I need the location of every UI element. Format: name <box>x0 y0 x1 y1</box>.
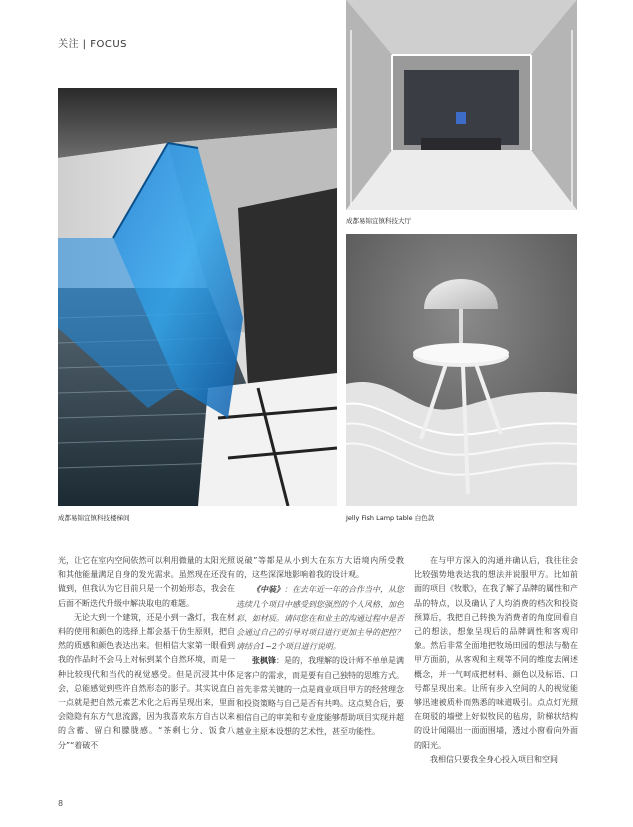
paragraph: 光，让它在室内空间依然可以利用微量的太阳光照和其他能量满足自身的发光需求。虽然现在还没有做到，但我认为它目前只是一个初始形态，我会在后面不断迭代升级中解决取电的难题。 <box>58 556 235 608</box>
question-text: ：在去年近一年的合作当中，从您选续几个项目中感受到您强烈的个人风格、加色彩、如材质。请问您在和业主的沟通过程中是否会通过自己的引导对项目进行更加主导的把控？请结合1~2个项目进行说明。 <box>236 585 404 652</box>
article-column-3 <box>414 554 578 767</box>
question-label: 《中装》 <box>252 584 284 595</box>
paragraph: 无论大到一个建筑，还是小到一盏灯，我在材料的使用和颜色的选择上都会基于仿生原则，把自然的质感和颜色表达出来。但相信大家第一眼看到我的作品时不会马上对标到某个自然环境，而是一种比较现代和当代的视觉感受。但是沉浸其中体会，总能感觉到些许自然形态的影子。其实说直白一点就是把自然元素艺术化之后再呈现出来，里面会隐隐有东方气息流露，因为我喜欢东方自古以来的含蓄、留白和朦胧感。“茶剩七分、饭食八分”“着破不 <box>58 612 235 750</box>
article-column-2 <box>236 554 404 740</box>
paragraph: 在与甲方深入的沟通并确认后，我往往会比较强势地表达我的想法并说服甲方。比如前面的项目《牧歌》，在我了解了品牌的属性和产品的特点，以及确认了人均消费的档次和投资预算后，我把自己转换为消费者的角度回看自己的想法，想象呈现后的品牌调性和客观印象。然后非常全面地把牧场田园的想法与勒在甲方面前，从客观和主观等不同的维度去阐述概念，并一气呵成把材料、颜色以及标语、口号都呈现出来。让所有步入空间的人的视觉能够迅速被质朴而熟悉的味道吸引。点点灯光照在斑驳的墙壁上好似牧民的毡房，阶梯状结构的设计闻隔出一面面围墙，透过小窗看向外面的阳光。 <box>414 556 578 750</box>
lobby-caption: 成都易锦宜镇科技大厅 <box>346 217 411 225</box>
interview-question <box>236 582 404 654</box>
lamp-caption: Jelly Fish Lamp table 白色款 <box>346 514 435 522</box>
article-column-1 <box>58 554 235 753</box>
interview-answer <box>236 654 404 739</box>
answer-label: 张枫锋 <box>252 656 276 666</box>
paragraph: 说破”等都是从小到大在东方大语境内所受教的，这些深深地影响着我的设计观。 <box>236 556 404 580</box>
lamp-table-photo <box>346 234 577 506</box>
section-header: 关注 | FOCUS <box>58 39 127 50</box>
page-number: 8 <box>58 799 64 808</box>
lobby-photo <box>346 0 577 210</box>
staircase-caption: 成都易锦宜镇科技楼梯间 <box>58 514 130 522</box>
lamp-illustration <box>346 234 577 506</box>
staircase-illustration <box>58 88 337 506</box>
lobby-illustration <box>346 0 577 210</box>
paragraph: 我相信只要我全身心投入项目和空间 <box>430 754 558 764</box>
answer-text: ：是的，我理解的设计师不单单是满足客户的需求，而是要有自己独特的思维方式。首先非常关键的一点是商业项目甲方的经营理念和投资策略与自己是否有共鸣。这点契合后，要相信自己的审美和专业度能够帮助项目实现并超越业主原本设想的艺术性，甚至功能性。 <box>236 656 404 737</box>
staircase-photo <box>58 88 337 506</box>
